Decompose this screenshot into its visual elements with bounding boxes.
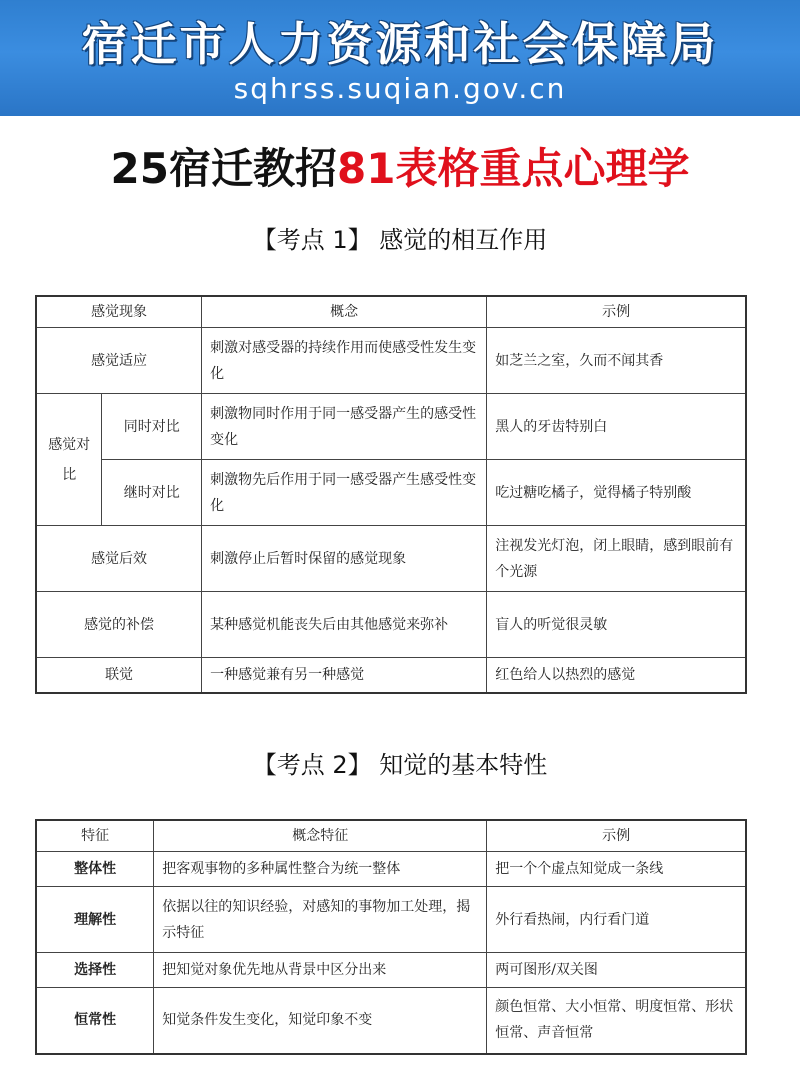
table-row: [36, 460, 746, 526]
example-cell: 把一个个虚点知觉成一条线: [487, 852, 746, 887]
concept-cell: 刺激对感受器的持续作用而使感受性发生变化: [202, 328, 487, 394]
header-cell: 示例: [487, 820, 746, 852]
concept-cell: 刺激停止后暂时保留的感觉现象: [202, 526, 487, 592]
row-group-label: 感觉对比: [36, 394, 102, 526]
table-row: [36, 526, 746, 592]
title-red-part: 81表格重点心理学: [337, 144, 690, 193]
row-label: 整体性: [36, 852, 154, 887]
concept-cell: 一种感觉兼有另一种感觉: [202, 658, 487, 694]
banner-url[interactable]: sqhrss.suqian.gov.cn: [233, 72, 567, 105]
title-black-part: 25宿迁教招: [110, 144, 337, 193]
table-row: [36, 328, 746, 394]
concept-cell: 刺激物先后作用于同一感受器产生感受性变化: [202, 460, 487, 526]
table-row: [36, 852, 746, 887]
concept-cell: 依据以往的知识经验，对感知的事物加工处理，揭示特征: [154, 887, 487, 953]
header-cell: 特征: [36, 820, 154, 852]
row-label: 感觉后效: [36, 526, 202, 592]
example-cell: 红色给人以热烈的感觉: [487, 658, 746, 694]
concept-cell: 某种感觉机能丧失后由其他感觉来弥补: [202, 592, 487, 658]
section1-title: 【考点 1】 感觉的相互作用: [252, 226, 548, 254]
concept-cell: 知觉条件发生变化，知觉印象不变: [154, 988, 487, 1054]
example-cell: 黑人的牙齿特别白: [487, 394, 746, 460]
example-cell: 外行看热闹，内行看门道: [487, 887, 746, 953]
row-label: 继时对比: [102, 460, 202, 526]
page-title: [0, 136, 800, 196]
concept-cell: 把知觉对象优先地从背景中区分出来: [154, 953, 487, 988]
header-cell: 概念特征: [154, 820, 487, 852]
row-label: 理解性: [36, 887, 154, 953]
example-cell: 如芝兰之室，久而不闻其香: [487, 328, 746, 394]
header-cell: 概念: [202, 296, 487, 328]
row-label: 同时对比: [102, 394, 202, 460]
header-banner: [0, 0, 800, 116]
row-label: 感觉的补偿: [36, 592, 202, 658]
header-cell: 示例: [487, 296, 746, 328]
example-cell: 注视发光灯泡，闭上眼睛，感到眼前有个光源: [487, 526, 746, 592]
table-row: [36, 887, 746, 953]
table-row: [36, 988, 746, 1054]
table-row: [36, 394, 746, 460]
table-row: [36, 953, 746, 988]
section2-title: 【考点 2】 知觉的基本特性: [252, 751, 548, 779]
header-cell: 感觉现象: [36, 296, 202, 328]
table-row: [36, 592, 746, 658]
concept-cell: 把客观事物的多种属性整合为统一整体: [154, 852, 487, 887]
perception-table: [35, 819, 747, 1055]
concept-cell: 刺激物同时作用于同一感受器产生的感受性变化: [202, 394, 487, 460]
example-cell: 颜色恒常、大小恒常、明度恒常、形状恒常、声音恒常: [487, 988, 746, 1054]
table-row: [36, 658, 746, 694]
example-cell: 两可图形/双关图: [487, 953, 746, 988]
row-label: 感觉适应: [36, 328, 202, 394]
table-header-row: [36, 296, 746, 328]
row-label: 恒常性: [36, 988, 154, 1054]
sensation-table: [35, 295, 747, 694]
example-cell: 吃过糖吃橘子，觉得橘子特别酸: [487, 460, 746, 526]
banner-title: 宿迁市人力资源和社会保障局: [81, 17, 719, 71]
row-label: 联觉: [36, 658, 202, 694]
row-label: 选择性: [36, 953, 154, 988]
table-header-row: [36, 820, 746, 852]
example-cell: 盲人的听觉很灵敏: [487, 592, 746, 658]
